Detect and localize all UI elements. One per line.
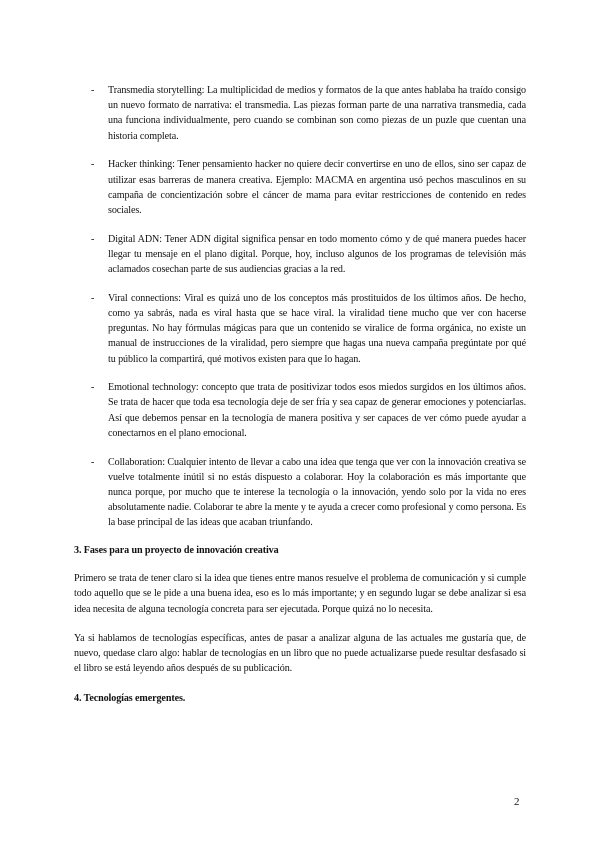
bullet-dash: - [91, 292, 95, 304]
list-item-text: Hacker thinking: Tener pensamiento hacker no quiere decir convertirse en uno de ellos, sino ser capaz de utilizar esas barreras de manera creativa. Ejemplo: MACMA en argentina usó pechos masculinos en su campaña de concientización sobre el cáncer de mama para evitar restricciones de contenido en redes sociales. [108, 159, 526, 216]
list-item-text: Collaboration: Cualquier intento de llevar a cabo una idea que tenga que ver con la innovación creativa se vuelve totalmente inútil si no estás dispuesto a colaborar. Hoy la colaboración es más importante que nunca porque, por mucho que te interese la tecnología o la innovación, yendo solo por la vida no eres absolutamente nadie. Colaborar te abre la mente y te ayuda a crecer como profesional y como persona. Es la base principal de las ideas que acaban triunfando. [108, 456, 526, 529]
list-item-text: Digital ADN: Tener ADN digital significa pensar en todo momento cómo y de qué manera puedes hacer llegar tu mensaje en el plano digital. Porque, hoy, incluso algunos de los programas de televisión más aclamados cosechan parte de sus audiencias gracias a la red. [108, 233, 526, 276]
page-number: 2 [514, 796, 520, 808]
list-item [74, 83, 526, 144]
list-item-text: Emotional technology: concepto que trata de positivizar todos esos miedos surgidos en los últimos años. Se trata de hacer que toda esa tecnología deje de ser fría y sea capaz de generar emociones y potenciarlas. Así que debemos pensar en la tecnología de manera positiva y ser capaces de ver cómo puede ayudar a conectarnos en el plano emocional. [108, 382, 526, 439]
section-3-paragraph: Primero se trata de tener claro si la idea que tienes entre manos resuelve el problema de comunicación y si cumple todo aquello que se le pide a una buena idea, eso es lo más importante; y en segundo lugar se debe analizar si esa idea necesita de alguna tecnología concreta para ser ejecutada. Porque quizá no lo necesita. [74, 573, 526, 615]
section-3-paragraph: Ya si hablamos de tecnologías específicas, antes de pasar a analizar alguna de las actuales me gustaría que, de nuevo, quedase claro algo: hablar de tecnologías en un libro que no puede actualizarse puede resultar desfasado si el libro se está leyendo años después de su publicación. [74, 632, 526, 675]
bullet-dash: - [91, 233, 95, 245]
concept-list [74, 83, 526, 531]
list-item [74, 455, 526, 531]
bullet-dash: - [91, 159, 95, 171]
bullet-dash: - [91, 456, 95, 468]
list-item [74, 157, 526, 218]
list-item [74, 380, 526, 441]
list-item [74, 232, 526, 278]
section-3-heading: 3. Fases para un proyecto de innovación creativa [74, 545, 279, 557]
page-content [74, 83, 526, 706]
bullet-dash: - [91, 85, 95, 96]
bullet-dash: - [91, 382, 95, 394]
section-4-heading: 4. Tecnologías emergentes. [74, 692, 186, 704]
list-item-text: Viral connections: Viral es quizá uno de los conceptos más prostituidos de los últimos años. De hecho, como ya sabrás, nada es viral hasta que se hace viral. la viralidad tiene mucho que ver con hacerse preguntas. No hay fórmulas mágicas para que un contenido se viralice de forma orgánica, no existe un manual de instrucciones de la viralidad, pero siempre que hagas una nueva campaña pregúntate por qué tu público la compartirá, qué motivos existen para que lo hagan. [108, 292, 526, 365]
list-item-text: Transmedia storytelling: La multiplicidad de medios y formatos de la que antes hablaba ha traído consigo un nuevo formato de narrativa: el transmedia. Las piezas forman parte de una narrativa transmedia, cada una funciona individualmente, pero cuando se combinan son como piezas de un puzle que cuentan una historia completa. [108, 85, 526, 142]
list-item [74, 291, 526, 367]
